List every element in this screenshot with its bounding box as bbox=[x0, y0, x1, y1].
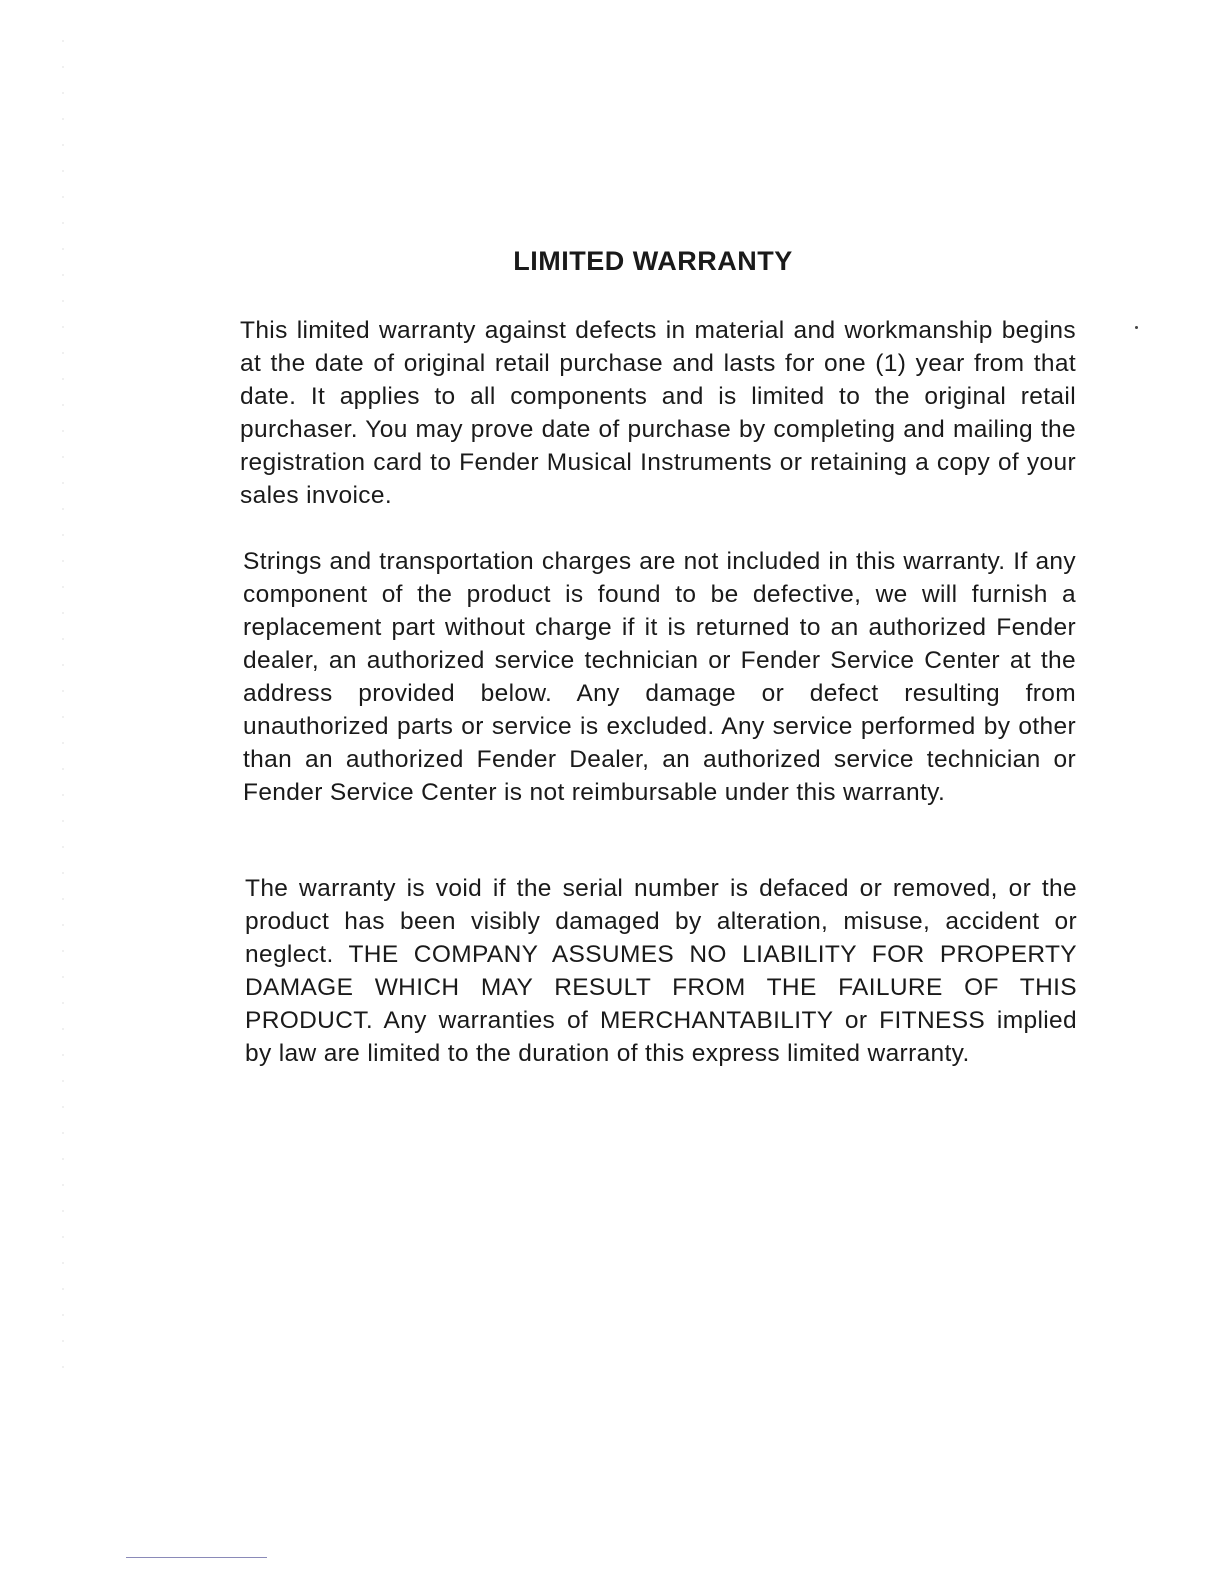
warranty-paragraph-exclusions: Strings and transportation charges are not included in this warranty. If any component of the product is found to be defective, we will furnish a replacement part without charge if it is returned to an authorized Fender dealer, an authorized service technician or Fender Service Center at the address provided below. Any damage or defect resulting from unauthorized parts or service is excluded. Any service performed by other than an authorized Fender Dealer, an authorized service technician or Fender Service Center is not reimbursable under this warranty. bbox=[243, 548, 1076, 806]
footer-rule bbox=[126, 1557, 267, 1558]
page-title: LIMITED WARRANTY bbox=[513, 246, 793, 276]
warranty-paragraph-coverage: This limited warranty against defects in material and workmanship begins at the date of original retail purchase and lasts for one (1) year from that date. It applies to all components and is limited to the original retail purchaser. You may prove date of purchase by completing and mailing the registration card to Fender Musical Instruments or retaining a copy of your sales invoice. bbox=[240, 317, 1076, 509]
scan-edge-artifact bbox=[62, 40, 64, 1380]
warranty-paragraph-void-conditions: The warranty is void if the serial number is defaced or removed, or the product has been visibly damaged by alteration, misuse, accident or neglect. THE COMPANY ASSUMES NO LIABILITY FOR PROPERTY DAMAGE WHICH MAY RESULT FROM THE FAILURE OF THIS PRODUCT. Any warranties of MERCHANTABILITY or FITNESS implied by law are limited to the duration of this express limited warranty. bbox=[245, 875, 1077, 1067]
scan-speck bbox=[1135, 326, 1138, 329]
